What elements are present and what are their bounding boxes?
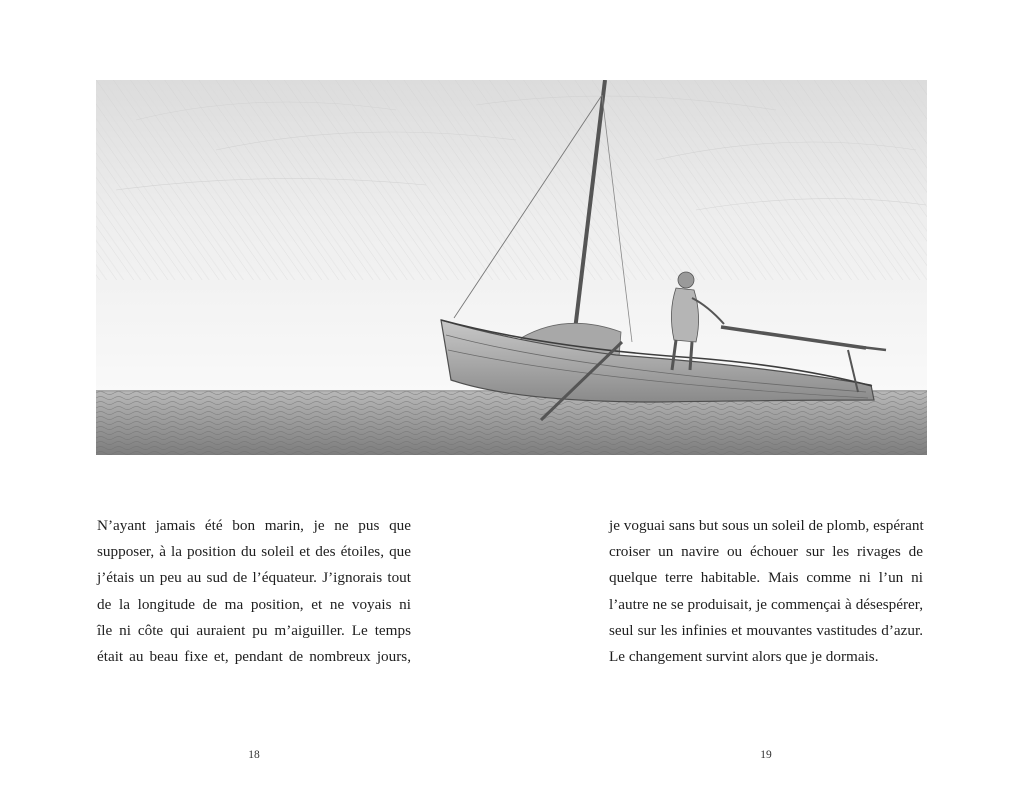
text-line: était au beau fixe et, pendant de nombreux jours,	[97, 647, 411, 665]
text-line: l’autre ne se produisait, je commençai à désespérer,	[609, 595, 923, 613]
text-line: Le changement survint alors que je dormais.	[609, 647, 879, 665]
page-number-left: 18	[248, 749, 260, 761]
page-number-right: 19	[760, 749, 772, 761]
right-page-text	[609, 513, 923, 670]
text-line: croiser un navire ou échouer sur les rivages de	[609, 543, 923, 561]
text-line: île ni côte qui auraient pu m’aiguiller. Le temps	[97, 621, 411, 639]
text-line: N’ayant jamais été bon marin, je ne pus que	[97, 517, 411, 534]
text-line: quelque terre habitable. Mais comme ni l’un ni	[609, 569, 923, 587]
pencil-drawing	[96, 80, 927, 455]
boat-illustration	[96, 80, 927, 455]
text-line: seul sur les infinies et mouvantes vastitudes d’azur.	[609, 621, 923, 639]
text-line: je voguai sans but sous un soleil de plomb, espérant	[609, 517, 924, 534]
text-line: de la longitude de ma position, et ne voyais ni	[97, 595, 411, 613]
text-line: j’étais un peu au sud de l’équateur. J’ignorais tout	[97, 569, 411, 587]
left-page-text	[97, 513, 411, 670]
text-line: supposer, à la position du soleil et des étoiles, que	[97, 543, 411, 561]
